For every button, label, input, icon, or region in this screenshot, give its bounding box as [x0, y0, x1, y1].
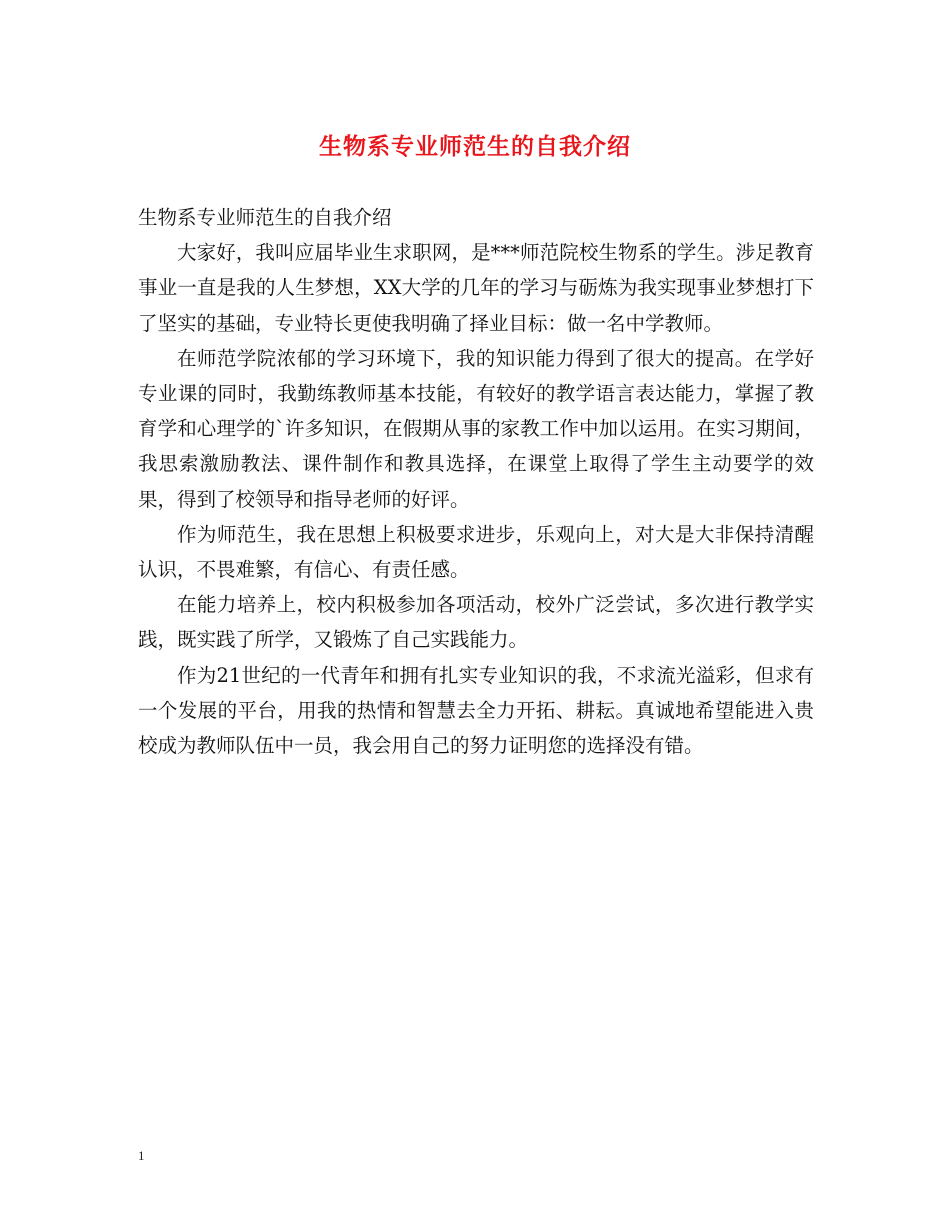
document-title: 生物系专业师范生的自我介绍	[319, 133, 631, 160]
document-subtitle: 生物系专业师范生的自我介绍	[138, 206, 392, 229]
paragraph-5: 作为21世纪的一代青年和拥有扎实专业知识的我，不求流光溢彩，但求有一个发展的平台，用我的热情和智慧去全力开拓、耕耘。真诚地希望能进入贵校成为教师队伍中一员，我会用自己的努力证明您的选择没有错。	[138, 663, 814, 758]
paragraph-2: 在师范学院浓郁的学习环境下，我的知识能力得到了很大的提高。在学好专业课的同时，我勤练教师基本技能，有较好的教学语言表达能力，掌握了教育学和心理学的`许多知识，在假期从事的家教工作中加以运用。在实习期间，我思索激励教法、课件制作和教具选择，在课堂上取得了学生主动要学的效果，得到了校领导和指导老师的好评。	[138, 346, 814, 511]
paragraph-1: 大家好，我叫应届毕业生求职网，是***师范院校生物系的学生。涉足教育事业一直是我的人生梦想，XX大学的几年的学习与砺炼为我实现事业梦想打下了坚实的基础，专业特长更使我明确了择业目标：做一名中学教师。	[138, 241, 814, 335]
document-body	[138, 200, 814, 763]
page-number: 1	[138, 1148, 145, 1163]
paragraph-3: 作为师范生，我在思想上积极要求进步，乐观向上，对大是大非保持清醒认识，不畏难繁，有信心、有责任感。	[138, 522, 814, 582]
paragraph-4: 在能力培养上，校内积极参加各项活动，校外广泛尝试，多次进行教学实践，既实践了所学，又锻炼了自己实践能力。	[138, 593, 814, 652]
